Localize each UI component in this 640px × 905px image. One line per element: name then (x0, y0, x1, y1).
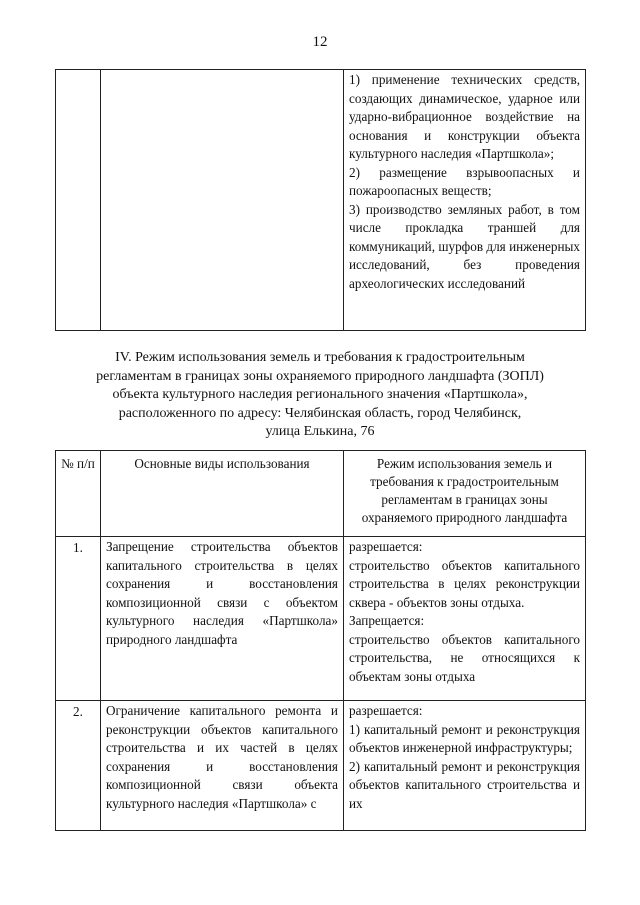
row-number: 1. (56, 537, 101, 701)
heading-line: расположенного по адресу: Челябинская область, город Челябинск, (118, 405, 522, 421)
regime-cell (344, 70, 586, 331)
regime-line: строительство объектов капитального строительства, не относящихся к объектам зоны отдыха (349, 631, 580, 684)
row-number: 2. (56, 701, 101, 831)
heading-line: регламентам в границах зоны охраняемого природного ландшафта (ЗОПЛ) (96, 368, 544, 384)
heading-line: IV. Режим использования земель и требования к градостроительным (115, 350, 525, 365)
regime-line: 1) капитальный ремонт и реконструкция объектов инженерной инфраструктуры; (349, 721, 580, 755)
regime-cell (344, 701, 586, 831)
use-cell: Запрещение строительства объектов капитального строительства в целях сохранения и восстановления композиционной связи с объектом культурного наследия «Партшкола» природного ландшафта (101, 537, 344, 701)
regime-line: Запрещается: (349, 613, 425, 628)
prohibition-item-3: 3) производство земляных работ, в том числе прокладка траншей для коммуникаций, шурфов для инженерных исследований, без проведения археологических исследований (349, 201, 580, 291)
regime-line: строительство объектов капитального строительства в целях реконструкции сквера - объектов зоны отдыха. (349, 557, 580, 610)
use-cell: Ограничение капитального ремонта и реконструкции объектов капитального строительства и их частей в целях сохранения и восстановления композиционной связи объекта культурного наследия «Партшкола» с (101, 701, 344, 831)
header-main-uses: Основные виды использования (101, 451, 344, 537)
regime-line: разрешается: (349, 703, 423, 718)
continuation-table (55, 69, 586, 331)
table-row (56, 70, 586, 331)
heading-line: объекта культурного наследия регионального значения «Партшкола», (112, 387, 528, 402)
header-num: № п/п (56, 451, 101, 537)
section-heading (60, 349, 580, 442)
table-header-row (56, 451, 586, 537)
prohibition-item-2: 2) размещение взрывоопасных и пожароопасных веществ; (349, 164, 580, 198)
zone-regime-table (55, 450, 586, 831)
prohibition-item-1: 1) применение технических средств, создающих динамическое, ударное или ударно-вибрационное воздействие на основания и конструкции объекта культурного наследия «Партшкола»; (349, 72, 580, 161)
table-row (56, 537, 586, 701)
regime-line: 2) капитальный ремонт и реконструкция объектов капитального строительства и их (349, 758, 580, 811)
heading-line: улица Елькина, 76 (265, 424, 375, 439)
header-regime: Режим использования земель и требования к градостроительным регламентам в границах зоны охраняемого природного ландшафта (344, 451, 586, 537)
table-row (56, 701, 586, 831)
uses-cell (101, 70, 344, 331)
regime-cell (344, 537, 586, 701)
regime-line: разрешается: (349, 539, 423, 554)
page-number: 12 (312, 34, 328, 50)
num-cell (56, 70, 101, 331)
